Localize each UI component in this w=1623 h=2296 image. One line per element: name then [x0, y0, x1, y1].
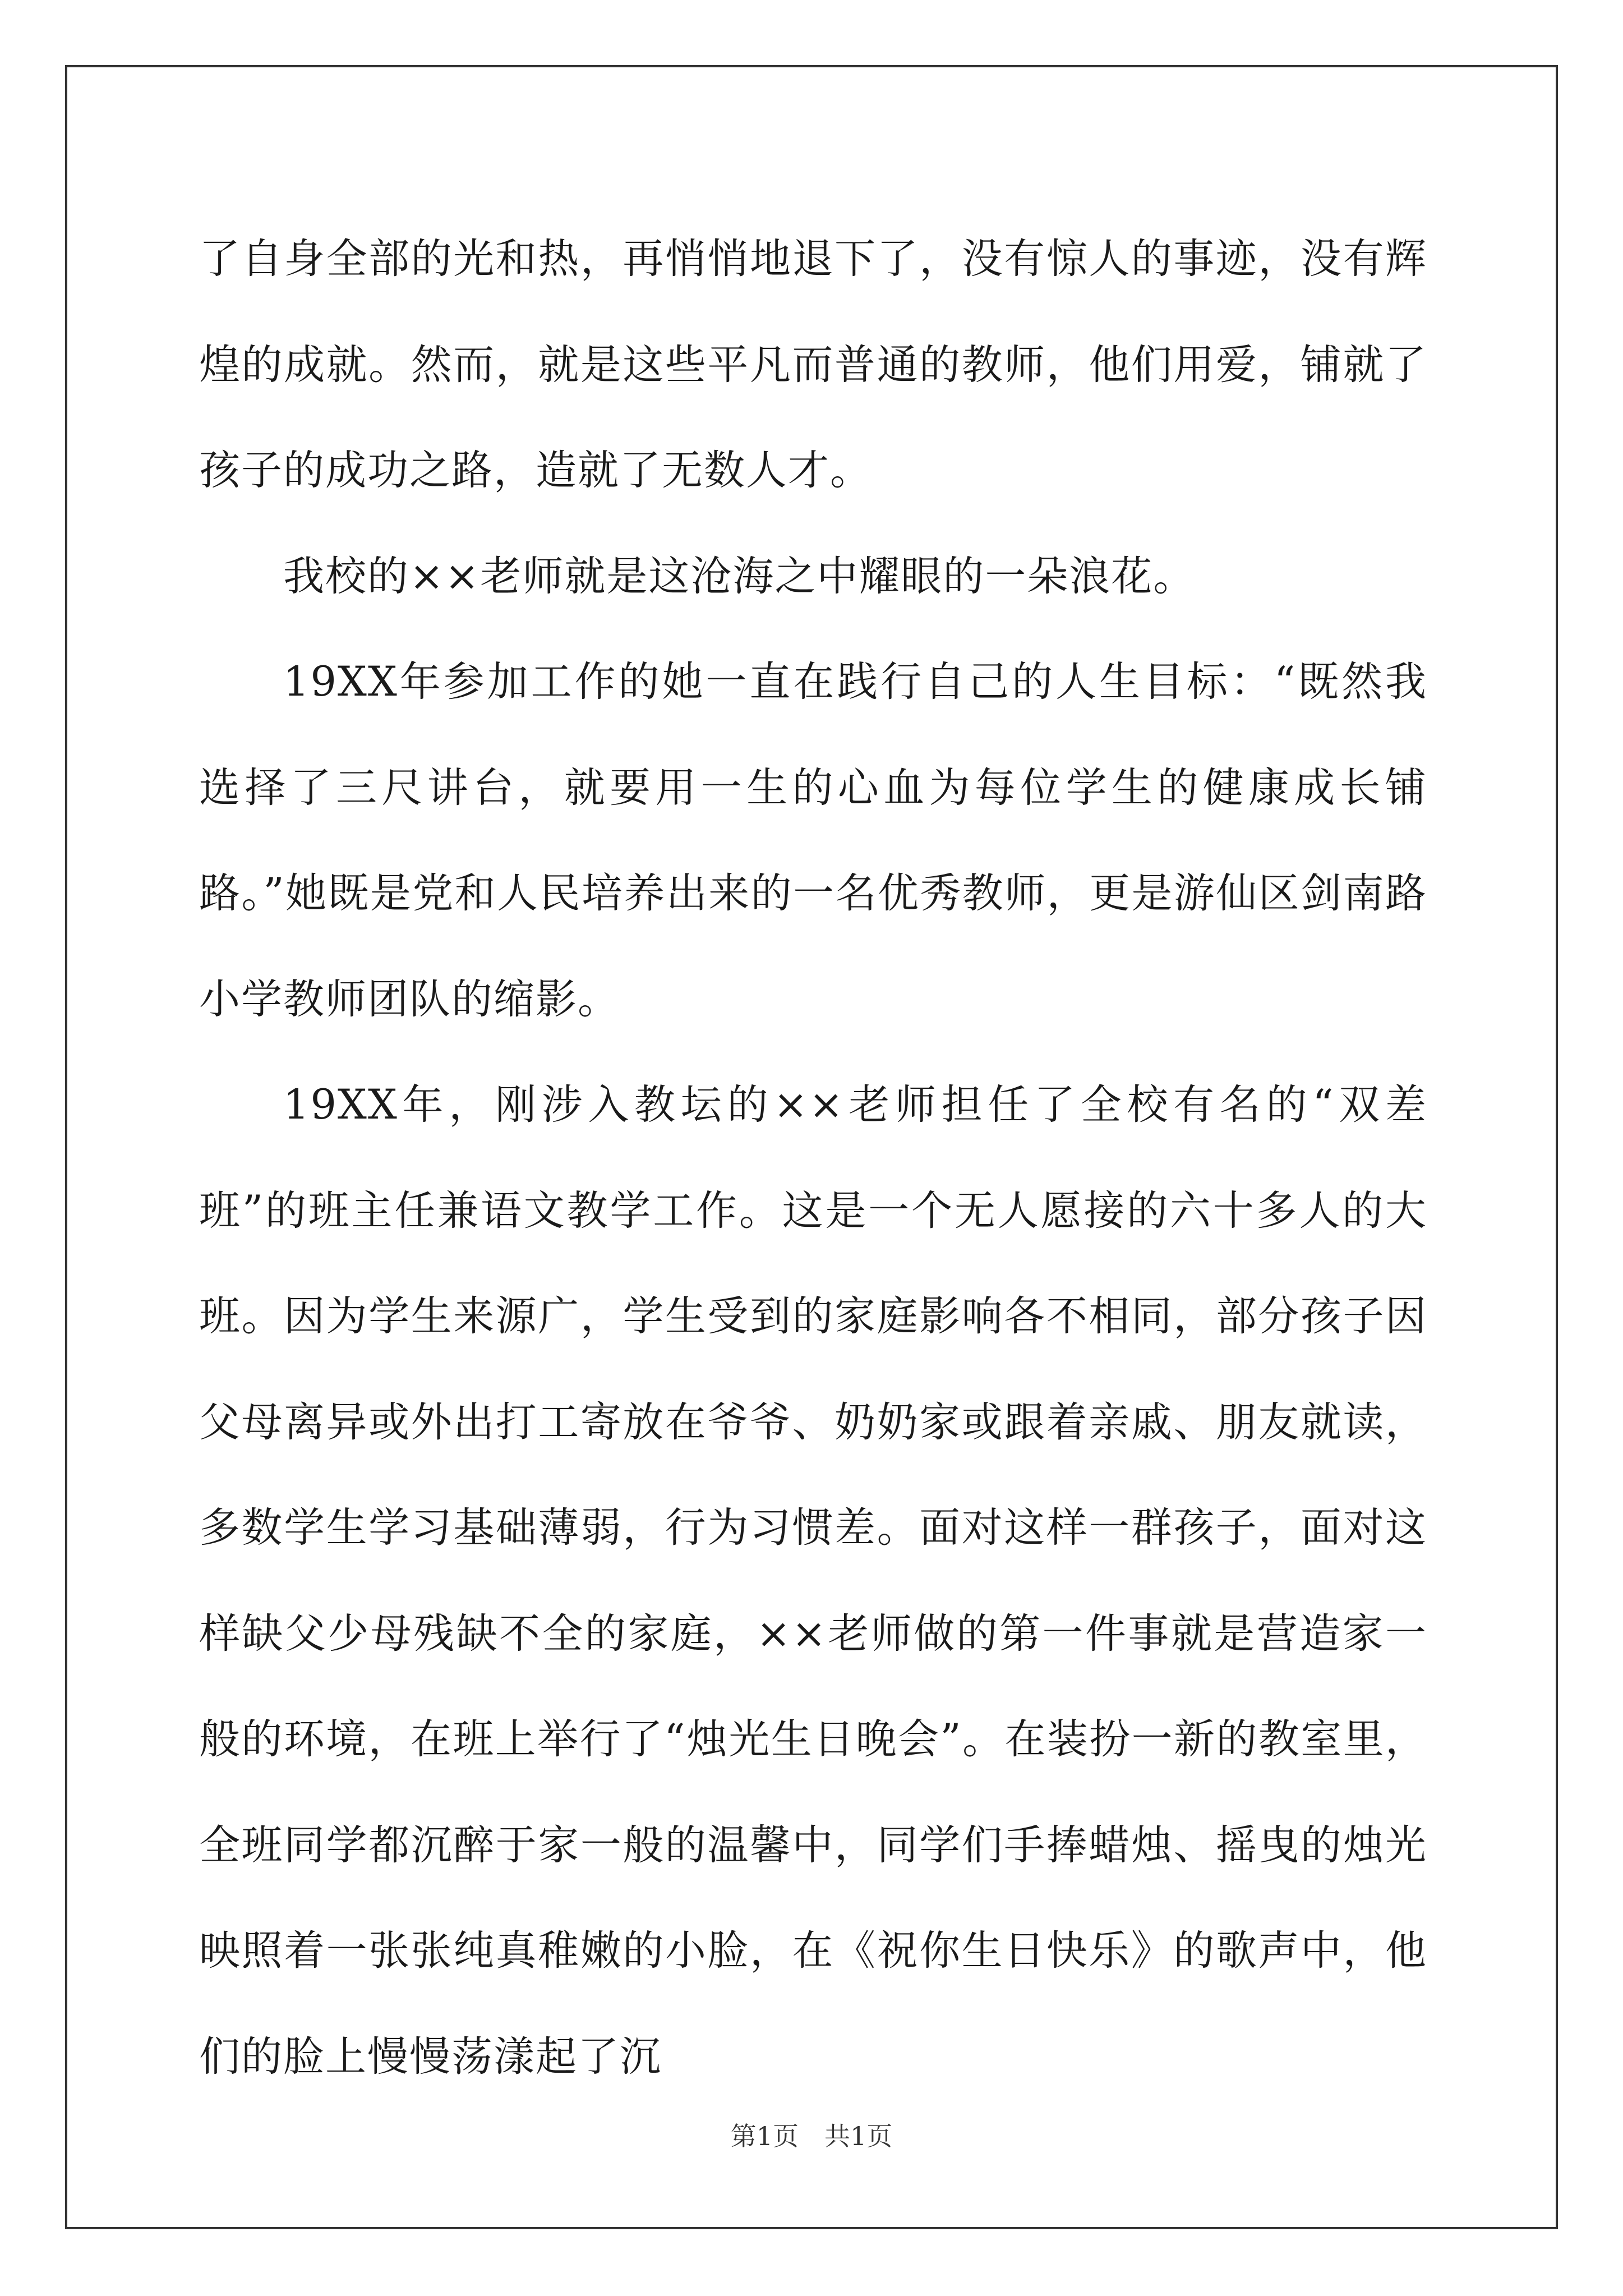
document-body [199, 206, 1427, 2110]
paragraph-2: 我校的××老师就是这沧海之中耀眼的一朵浪花。 [283, 552, 1196, 600]
paragraph-3: 19XX年参加工作的她一直在践行自己的人生目标：“既然我选择了三尺讲台，就要用一生的心血为每位学生的健康成长铺路。”她既是党和人民培养出来的一名优秀教师，更是游仙区剑南路小学教师团队的缩影。 [199, 658, 1427, 1023]
paragraph-1: 了自身全部的光和热，再悄悄地退下了，没有惊人的事迹，没有辉煌的成就。然而，就是这些平凡而普通的教师，他们用爱，铺就了孩子的成功之路，造就了无数人才。 [199, 235, 1427, 494]
page-footer: 第1页 共1页 [730, 2121, 893, 2151]
paragraph-4: 19XX年，刚涉入教坛的××老师担任了全校有名的“双差班”的班主任兼语文教学工作。这是一个无人愿接的六十多人的大班。因为学生来源广，学生受到的家庭影响各不相同，部分孩子因父母离异或外出打工寄放在爷爷、奶奶家或跟着亲戚、朋友就读，多数学生学习基础薄弱，行为习惯差。面对这样一群孩子，面对这样缺父少母残缺不全的家庭，××老师做的第一件事就是营造家一般的环境，在班上举行了“烛光生日晚会”。在装扮一新的教室里，全班同学都沉醉于家一般的温馨中，同学们手捧蜡烛、摇曳的烛光映照着一张张纯真稚嫩的小脸，在《祝你生日快乐》的歌声中，他们的脸上慢慢荡漾起了沉 [199, 1081, 1427, 2081]
